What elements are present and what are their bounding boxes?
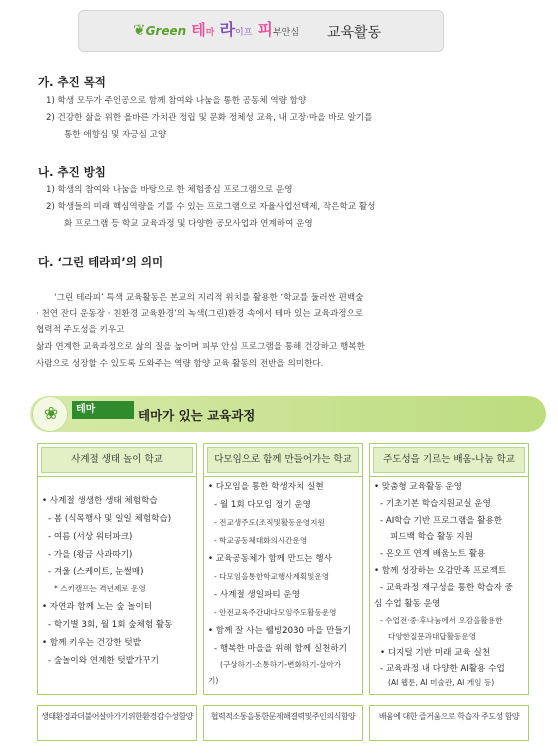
list-item: • 다모임을 통한 학생자치 실현 bbox=[208, 482, 324, 492]
meaning-line-2: · 천연 잔디 운동장 · 친환경 교육환경’의 녹색(그린)환경 속에서 테마 있는 교육과정으로 bbox=[36, 309, 364, 319]
column-goal-text: 배움에 대한 즐거움으로 학습자 주도성 함양 bbox=[378, 712, 520, 721]
column-goal-box bbox=[203, 705, 363, 741]
column-learning-school bbox=[369, 443, 529, 695]
list-item: - 온오프 연계 배움노트 활용 bbox=[380, 549, 486, 559]
column-body bbox=[204, 476, 362, 687]
theme-tag: 테마 bbox=[72, 401, 134, 419]
section-meaning-heading: 다. ‘그린 테라피’의 의미 bbox=[38, 255, 164, 269]
list-item: (AI 웹툰, AI 미술관, AI 게임 등) bbox=[388, 678, 495, 687]
brand-bu: 부안심 bbox=[272, 28, 300, 38]
list-item: (구상하기-소통하기-변화하기-살아가 bbox=[220, 660, 342, 669]
column-head: 주도성을 기르는 배움-나눔 학교 bbox=[373, 447, 525, 473]
meaning-line-4: 삶과 연계한 교육과정으로 삶의 질을 높이며 피부 안심 프로그램을 통해 건강하고 행복한 bbox=[36, 342, 365, 352]
column-body bbox=[370, 476, 528, 687]
list-item: - 교육과정 재구성을 통한 학습자 중 bbox=[380, 583, 513, 593]
list-item: • 맞춤형 교육활동 운영 bbox=[374, 482, 462, 492]
brand-ip: 이프 bbox=[235, 28, 253, 38]
sprout-icon: ❀ bbox=[44, 404, 59, 424]
list-item: - 전교생주도(조직및활동운영지원 bbox=[214, 518, 325, 527]
list-item: • 디지털 기반 미래 교육 실천 bbox=[380, 648, 491, 658]
policy-line-1: 1) 학생의 참여와 나눔을 바탕으로 한 체험중심 프로그램으로 운영 bbox=[46, 185, 293, 195]
list-item: • 사계절 생생한 생태 체험학습 bbox=[42, 496, 158, 506]
brand-pi: 피 bbox=[257, 20, 273, 39]
column-goal-text: 협력적소통을통한문제해결력및주인의식함양 bbox=[210, 712, 356, 721]
title-banner bbox=[78, 10, 444, 52]
list-item: - 겨울 (스케이트, 눈썰매) bbox=[48, 567, 144, 577]
list-item: - 사계절 생일파티 운영 bbox=[214, 590, 301, 600]
column-goal-box bbox=[369, 705, 529, 741]
list-item: - 여름 (서상 워터파크) bbox=[48, 532, 133, 542]
list-item: • 자연과 함께 노는 숲 놀이터 bbox=[42, 602, 153, 612]
list-item: 기) bbox=[208, 676, 219, 685]
list-item: - 교육과정 내 다양한 AI활용 수업 bbox=[380, 664, 505, 674]
brand-logo bbox=[133, 20, 299, 43]
list-item: - 행복한 마을을 위해 함께 실천하기 bbox=[214, 644, 347, 654]
purpose-line-3: 통한 애향심 및 자긍심 고양 bbox=[64, 130, 167, 140]
column-head: 사계절 생태 놀이 학교 bbox=[41, 447, 193, 473]
list-item: * 스키캠프는 격년제로 운영 bbox=[54, 584, 146, 593]
column-head: 다모임으로 함께 만들어가는 학교 bbox=[207, 447, 359, 473]
theme-bar bbox=[30, 396, 546, 432]
meaning-line-5: 사람으로 성장할 수 있도록 도와주는 역량 함양 교육 활동의 전반을 의미한다. bbox=[36, 359, 324, 369]
brand-green-text: Green bbox=[145, 24, 187, 38]
column-goal-text: 생태환경과더불어살아가기위한환경감수성함양 bbox=[41, 712, 193, 721]
list-item: - 기초기본 학습지원교실 운영 bbox=[380, 499, 491, 509]
column-body bbox=[38, 476, 196, 687]
list-item: • 함께 잘 사는 웰빙2030 마을 만들기 bbox=[208, 626, 351, 636]
section-policy-heading: 나. 추진 방침 bbox=[38, 165, 106, 179]
column-assembly-school bbox=[203, 443, 363, 695]
page-title: 교육활동 bbox=[327, 25, 382, 41]
list-item: - 가을 (왕금 사과따기) bbox=[48, 550, 133, 560]
brand-ra: 라 bbox=[219, 20, 236, 39]
list-item: - 숲놀이와 연계한 텃밭가꾸기 bbox=[48, 656, 159, 666]
column-goal-box bbox=[37, 705, 197, 741]
list-item: - 안전교육주간내다모임주도활동운영 bbox=[214, 608, 337, 617]
list-item: - 봄 (식목행사 및 일일 체험학습) bbox=[48, 514, 172, 524]
section-purpose-heading: 가. 추진 목적 bbox=[38, 75, 106, 89]
list-item: - 월 1회 다모임 정기 운영 bbox=[214, 500, 311, 510]
brand-ma: 마 bbox=[205, 28, 215, 38]
list-item: • 함께 성장하는 오감만족 프로젝트 bbox=[374, 566, 507, 576]
list-item: - 학교공동체대화의시간운영 bbox=[214, 536, 308, 545]
purpose-line-1: 1) 학생 모두가 주인공으로 함께 참여와 나눔을 통한 공동체 역량 함양 bbox=[46, 96, 307, 106]
brand-te: 테 bbox=[191, 21, 206, 39]
column-ecology-school bbox=[37, 443, 197, 695]
list-item: - 수업전·중·후나눔에서 오감을활용한 bbox=[380, 616, 503, 625]
policy-line-3: 화 프로그램 등 학교 교육과정 및 다양한 공모사업과 연계하여 운영 bbox=[64, 219, 313, 229]
theme-icon-circle bbox=[32, 396, 68, 432]
policy-line-2: 2) 학생들의 미래 핵심역량을 기를 수 있는 프로그램으로 자율사업선택제, 작은학교 활성 bbox=[46, 202, 376, 212]
list-item: • 함께 키우는 건강한 텃밭 bbox=[42, 638, 142, 648]
list-item: - AI학습 기반 프로그램을 활용한 bbox=[380, 516, 503, 526]
list-item: • 교육공동체가 함께 만드는 행사 bbox=[208, 554, 332, 564]
theme-label: 테마가 있는 교육과정 bbox=[138, 408, 256, 423]
list-item: - 다모임을통한학교행사계획및운영 bbox=[214, 572, 330, 581]
list-item: 피드백 학습 활동 지원 bbox=[390, 532, 473, 542]
leaf-icon: ❦ bbox=[133, 21, 146, 39]
purpose-line-2: 2) 건강한 삶을 위한 올바른 가치관 정립 및 문화 정체성 교육, 내 고장·마을 바로 알기를 bbox=[46, 113, 373, 123]
list-item: 다양한질문과대답활동운영 bbox=[388, 632, 477, 641]
list-item: 심 수업 활동 운영 bbox=[374, 599, 441, 609]
meaning-line-3: 협력적 주도성을 키우고 bbox=[36, 325, 125, 335]
meaning-line-1: ‘그린 테라피’ 특색 교육활동은 본교의 지리적 위치를 활용한 ‘학교를 둘러싼 편백숲 bbox=[54, 293, 364, 303]
list-item: - 학기별 3회, 월 1회 숲체험 활동 bbox=[48, 620, 173, 630]
